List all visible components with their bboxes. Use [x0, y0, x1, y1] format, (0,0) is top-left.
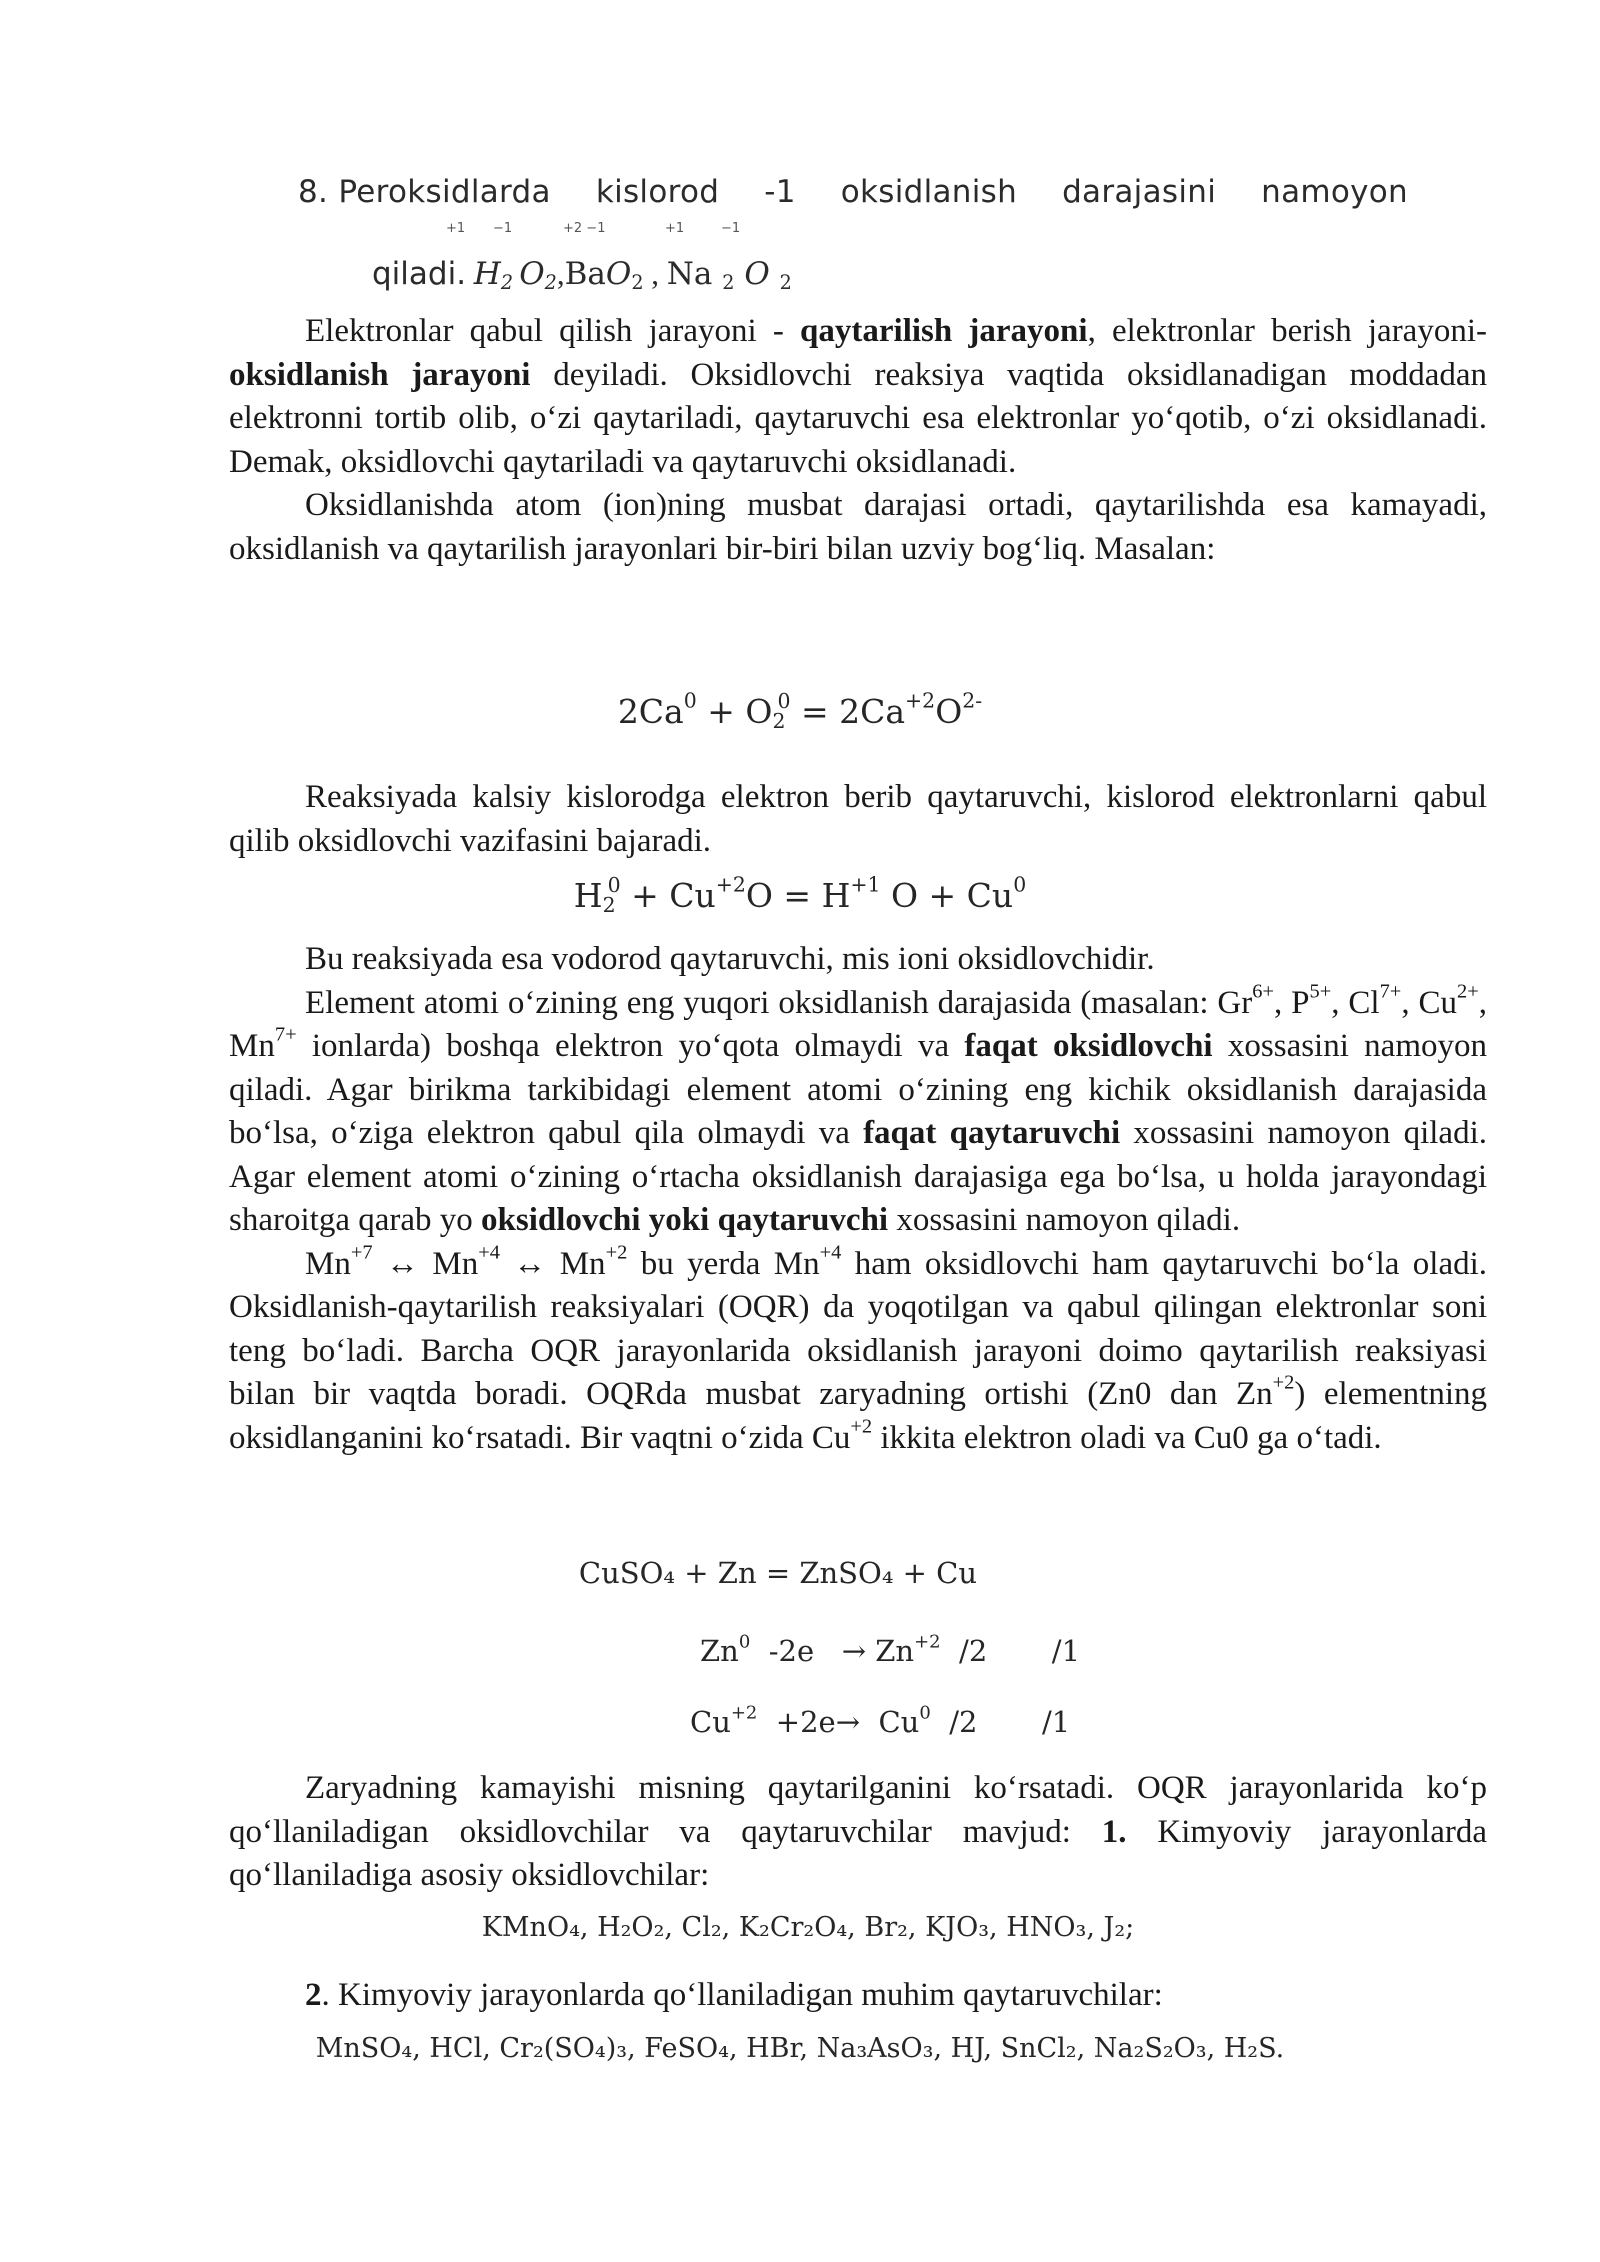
p3-text: Reaksiyada kalsiy kislorodga elektron berib qaytaruvchi, kislorod elektronlarni qabul qilib oksidlovchi vazifasini bajaradi.: [229, 779, 1487, 859]
ox-number-h: +1: [446, 221, 466, 236]
p5-bold-faqat-oksidlovchi: faqat oksidlovchi: [964, 1028, 1213, 1064]
item-8-word-kislorod: kislorod: [595, 174, 720, 210]
p5-bold-faqat-qaytaruvchi: faqat qaytaruvchi: [863, 1115, 1121, 1151]
formula-na2o2: Na $_2$ O $_2$: [666, 256, 792, 294]
p8-bold-2: 2: [305, 1977, 322, 2013]
p1-bold-qaytarilish: qaytarilish jarayoni: [800, 313, 1088, 349]
reducers-list: MnSO₄, HCl, Cr₂(SO₄)₃, FeSO₄, HBr, Na₃AsO₃, HJ, SnCl₂, Na₂S₂O₃, H₂S.: [315, 2033, 1285, 2064]
item-8-word-oksidlanish: oksidlanish: [840, 174, 1018, 210]
p1-text-3: deyiladi. Oksidlovchi reaksiya vaqtida oksidlanadigan moddadan elektronni tortib olib, o‘zi qaytariladi, qaytaruvchi esa elektronlar yo‘qotib, o‘zi oksidlanadi. Demak, oksidlovchi qaytariladi va qaytaruvchi oksidlanadi.: [229, 356, 1487, 480]
item-8-word-namoyon: namoyon: [1261, 174, 1408, 210]
p5-bold-oksidlovchi-yoki: oksidlovchi yoki qaytaruvchi: [481, 1202, 889, 1238]
formula-h2o2: $H_2$ $O_2$: [473, 256, 557, 294]
item-8-formulas-line: qiladi. $H_2$ $O_2,BaO_2$ , Na $_2$ O $_2$: [372, 256, 792, 294]
ox-number-o2: −1: [721, 221, 741, 236]
paragraph-4: Bu reaksiyada esa vodorod qaytaruvchi, mis ioni oksidlovchidir.: [305, 941, 1155, 977]
oxidizers-list: KMnO₄, H₂O₂, Cl₂, K₂Cr₂O₄, Br₂, KJO₃, HNO₃, J₂;: [481, 1912, 1135, 1943]
paragraphs-4-to-6: [229, 938, 1487, 1460]
equation-3-line-3: $Cu^{+2} +2e\to Cu^0$ /2 /1: [690, 1702, 1071, 1739]
p1-bold-oksidlanish: oksidlanish jarayoni: [229, 356, 531, 393]
ox-number-na: +1: [665, 221, 685, 236]
equation-1: $2Ca^0 + O_2^0 = 2Ca^{+2}O^{2-}$: [617, 688, 983, 734]
equation-3-line-1: CuSO₄ + Zn = ZnSO₄ + Cu: [578, 1556, 978, 1590]
p1-text-1: Elektronlar qabul qilish jarayoni -: [305, 313, 801, 349]
paragraph-7: Zaryadning kamayishi misning qaytarilganini ko‘rsatadi. OQR jarayonlarida ko‘p qo‘llaniladigan oksidlovchilar va qaytaruvchilar mavjud: 1. Kimyoviy jarayonlarda qo‘llaniladiga asosiy oksidlovchilar:: [229, 1770, 1487, 1893]
item-8-line: [298, 174, 1408, 210]
item-8-word-minus1: -1: [764, 174, 796, 210]
paragraph-5: Element atomi o‘zining eng yuqori oksidlanish darajasida (masalan: $Gr^{6+}$, $P^{5+}$, $Cl^{7+}$, $Cu^{2+}$, $Mn^{7+}$ ionlarda) boshqa elektron yo‘qota olmaydi va faqat oksidlovchi xossasini namoyon qiladi. Agar birikma tarkibidagi element atomi o‘zining eng kichik oksidlanish darajasida bo‘lsa, o‘ziga elektron qabul qila olmaydi va faqat qaytaruvchi xossasini namoyon qiladi. Agar element atomi o‘zining o‘rtacha oksidlanish darajasiga ega bo‘lsa, u holda jarayondagi sharoitga qarab yo oksidlovchi yoki qaytaruvchi xossasini namoyon qiladi.: [229, 980, 1487, 1238]
equation-2: $H_2^0 + Cu^{+2}O = H^{+1}$ $O + Cu^0$: [573, 872, 1027, 918]
item-8-word-darajasini: darajasini: [1062, 174, 1217, 210]
equation-3-line-2: Zn$^0$ $-2e \to Zn^{+2}$ /2 /1: [700, 1631, 1081, 1668]
paragraph-1: [229, 310, 1487, 571]
paragraph-3: [229, 776, 1487, 863]
formula-bao2: BaO$_2$: [564, 256, 644, 294]
item-8-number-and-word: 8. Peroksidlarda: [298, 174, 551, 210]
p1-text-2: , elektronlar berish jarayoni-: [1087, 313, 1487, 349]
ox-number-ba: +2 −1: [563, 221, 606, 236]
paragraph-2: Oksidlanishda atom (ion)ning musbat darajasi ortadi, qaytarilishda esa kamayadi, oksidlanish va qaytarilish jarayonlari bir-biri bilan uzviy bog‘liq. Masalan:: [229, 487, 1487, 567]
p7-bold-1: 1.: [1101, 1813, 1127, 1850]
paragraph-6: $Mn^{+7}$ ↔ $Mn^{+4}$ ↔ $Mn^{+2}$ bu yerda $Mn^{+4}$ ham oksidlovchi ham qaytaruvchi bo‘la oladi. Oksidlanish-qaytarilish reaksiyalari (OQR) da yoqotilgan va qabul qilingan elektronlar soni teng bo‘ladi. Barcha OQR jarayonlarida oksidlanish jarayoni doimo qaytarilish reaksiyasi bilan bir vaqtda boradi. OQRda musbat zaryadning ortishi (Zn0 dan $Zn^{+2}$) elementning oksidlanganini ko‘rsatadi. Bir vaqtni o‘zida $Cu^{+2}$ ikkita elektron oladi va Cu0 ga o‘tadi.: [229, 1241, 1488, 1456]
paragraph-8: 2. Kimyoviy jarayonlarda qo‘llaniladigan muhim qaytaruvchilar:: [305, 1977, 1163, 2013]
word-qiladi: qiladi.: [372, 256, 467, 292]
item-8-oxidation-numbers: [0, 221, 1600, 241]
ox-number-o: −1: [493, 221, 513, 236]
